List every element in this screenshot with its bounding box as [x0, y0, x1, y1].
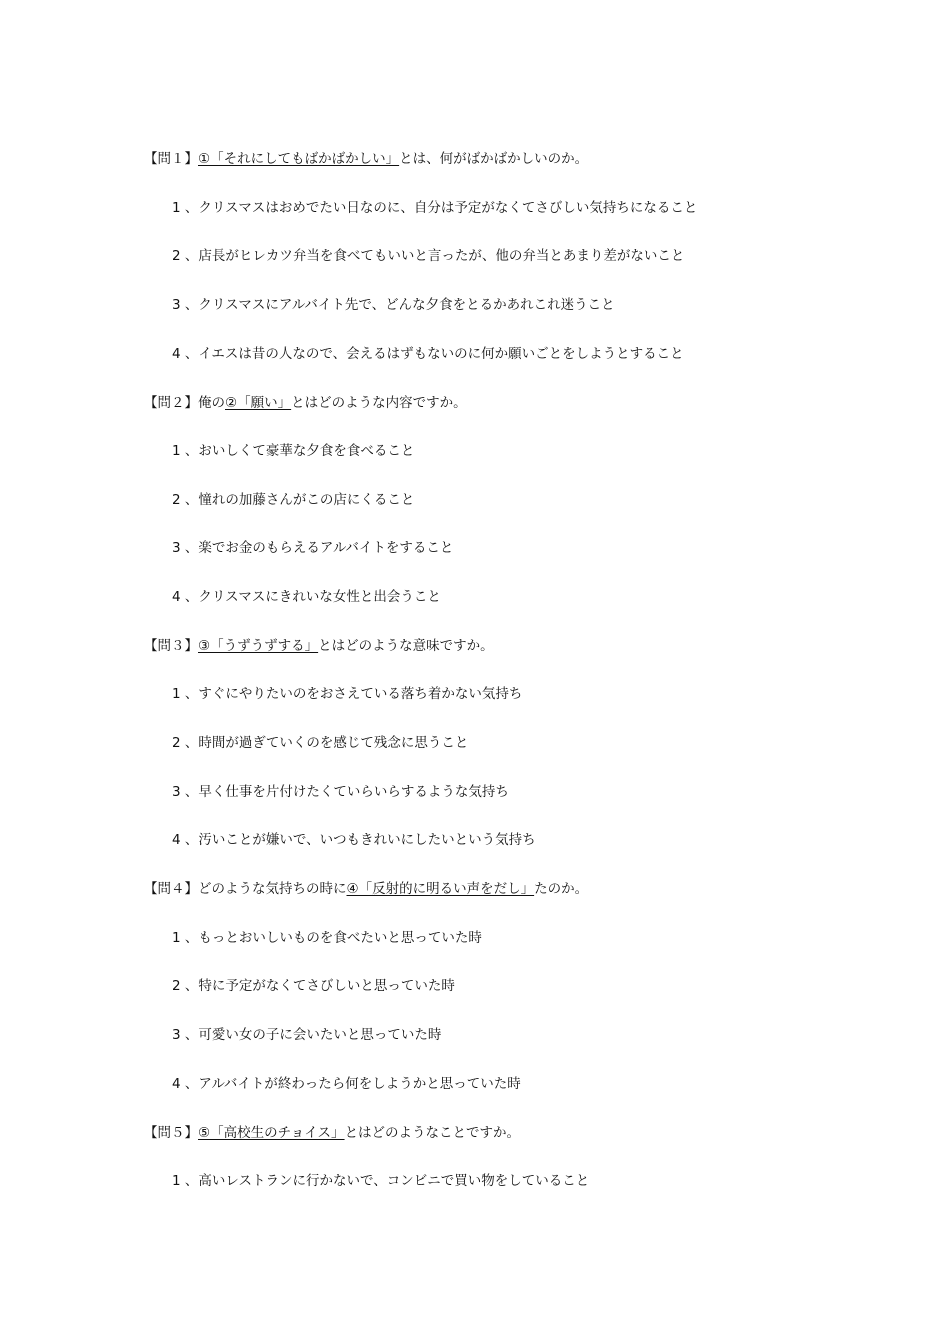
question-post: とは、何がばかばかしいのか。: [399, 151, 589, 167]
question-4: [144, 880, 588, 898]
question-reference: ②「願い」: [225, 395, 292, 411]
question-5: [144, 1124, 520, 1142]
option-1-1: 1 、クリスマスはおめでたい日なのに、自分は予定がなくてさびしい気持ちになること: [172, 200, 698, 216]
question-post: たのか。: [534, 881, 589, 897]
option-3-2: 2 、時間が過ぎていくのを感じて残念に思うこと: [172, 735, 469, 751]
question-post: とはどのような意味ですか。: [318, 638, 494, 654]
option-2-2: 2 、憧れの加藤さんがこの店にくること: [172, 492, 415, 508]
option-2-3: 3 、楽でお金のもらえるアルバイトをすること: [172, 540, 454, 556]
question-post: とはどのようなことですか。: [344, 1125, 521, 1141]
option-5-1: 1 、高いレストランに行かないで、コンビニで買い物をしていること: [172, 1173, 590, 1189]
option-1-4: 4 、イエスは昔の人なので、会えるはずもないのに何か願いごとをしようとすること: [172, 346, 684, 362]
question-post: とはどのような内容ですか。: [291, 395, 467, 411]
option-3-1: 1 、すぐにやりたいのをおさえている落ち着かない気持ち: [172, 686, 523, 702]
question-3: [144, 637, 494, 655]
question-1: [144, 150, 588, 168]
question-label: 【問２】: [144, 395, 198, 411]
question-label: 【問５】: [144, 1125, 198, 1141]
option-4-2: 2 、特に予定がなくてさびしいと思っていた時: [172, 978, 455, 994]
question-reference: ⑤「高校生のチョイス」: [198, 1125, 345, 1141]
option-3-3: 3 、早く仕事を片付けたくていらいらするような気持ち: [172, 784, 509, 800]
question-pre: 俺の: [198, 395, 225, 411]
question-label: 【問４】: [144, 881, 198, 897]
option-4-4: 4 、アルバイトが終わったら何をしようかと思っていた時: [172, 1076, 521, 1092]
question-reference: ④「反射的に明るい声をだし」: [346, 881, 535, 897]
question-label: 【問３】: [144, 638, 198, 654]
option-1-2: 2 、店長がヒレカツ弁当を食べてもいいと言ったが、他の弁当とあまり差がないこと: [172, 248, 685, 264]
question-pre: どのような気持ちの時に: [198, 881, 347, 897]
option-4-3: 3 、可愛い女の子に会いたいと思っていた時: [172, 1027, 442, 1043]
question-reference: ①「それにしてもばかばかしい」: [198, 151, 400, 167]
option-3-4: 4 、汚いことが嫌いで、いつもきれいにしたいという気持ち: [172, 832, 536, 848]
option-2-4: 4 、クリスマスにきれいな女性と出会うこと: [172, 589, 441, 605]
option-2-1: 1 、おいしくて豪華な夕食を食べること: [172, 443, 415, 459]
question-reference: ③「うずうずする」: [198, 638, 319, 654]
option-4-1: 1 、もっとおいしいものを食べたいと思っていた時: [172, 930, 482, 946]
question-label: 【問１】: [144, 151, 198, 167]
question-2: [144, 394, 467, 412]
option-1-3: 3 、クリスマスにアルバイト先で、どんな夕食をとるかあれこれ迷うこと: [172, 297, 615, 313]
